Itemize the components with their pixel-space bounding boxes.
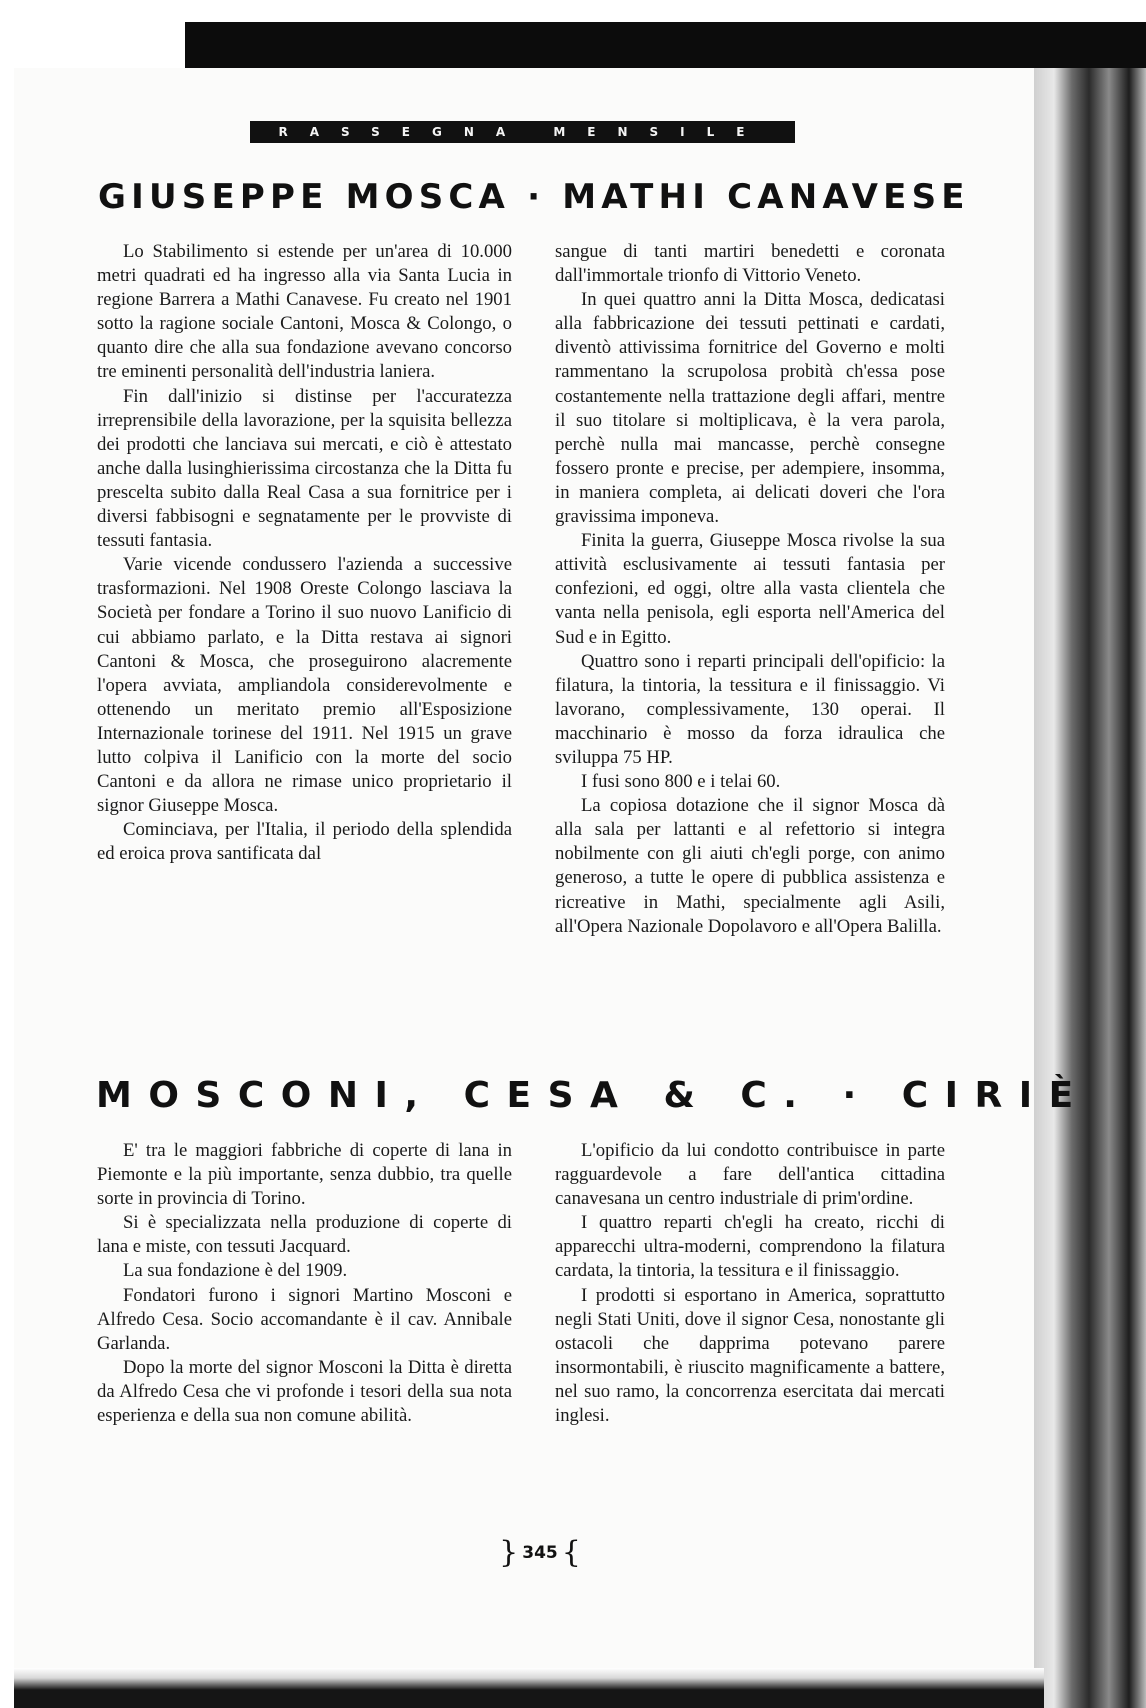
article-title-mosconi-cesa: MOSCONI, CESA & C. · CIRIÈ xyxy=(96,1075,1090,1116)
paragraph: I prodotti si esportano in America, soprattutto negli Stati Uniti, dove il signor Cesa, nonostante gli ostacoli che dapprima potevano parere insormontabili, è riuscito magnificamente a battere, nel suo ramo, la concorrenza esercitata dai mercati inglesi. xyxy=(555,1284,945,1427)
page-number xyxy=(480,1535,600,1570)
page-number-value: 345 xyxy=(522,1543,558,1563)
paragraph: I fusi sono 800 e i telai 60. xyxy=(581,771,781,793)
paragraph: sangue di tanti martiri benedetti e coronata dall'immortale trionfo di Vittorio Veneto. xyxy=(555,241,945,287)
scan-border-left xyxy=(0,22,14,1708)
running-head: RASSEGNA MENSILE xyxy=(250,121,795,143)
paragraph: Quattro sono i reparti principali dell'opificio: la filatura, la tintoria, la tessitura e il finissaggio. Vi lavorano, complessivamente, 130 operai. Il macchinario è mosso da forza idraulica che sviluppa 75 HP. xyxy=(555,650,945,768)
scan-shadow-bottom xyxy=(14,1668,1044,1708)
scan-border-top xyxy=(0,0,1146,22)
paragraph: Finita la guerra, Giuseppe Mosca rivolse la sua attività esclusivamente ai tessuti fantasia per confezioni, ed oggi, oltre alla vasta clientela che vanta nella penisola, egli esporta nell'America del Sud e in Egitto. xyxy=(555,530,945,648)
paragraph: In quei quattro anni la Ditta Mosca, dedicatasi alla fabbricazione dei tessuti pettinati e cardati, diventò attivissima fornitrice del Governo e molti rammentano la scrupolosa probità ch'essa pose costantemente nella trattazione degli affari, mentre il suo titolare si moltiplicava, è la vera parola, perchè nulla mai mancasse, perchè consegne fossero pronte e precise, per adempiere, insomma, in maniera completa, ai delicati doveri che l'ora gravissima imponeva. xyxy=(555,289,945,528)
paragraph: Si è specializzata nella produzione di coperte di lana e miste, con tessuti Jacquard. xyxy=(97,1212,512,1258)
article-mosca-column-left xyxy=(97,240,512,866)
paragraph: La copiosa dotazione che il signor Mosca dà alla sala per lattanti e al refettorio si integra nobilmente con gli aiuti ch'egli porge, con animo generoso, a tutte le opere di pubblica assistenza e ricreative in Mathi, specialmente agli Asili, all'Opera Nazionale Dopolavoro e all'Opera Balilla. xyxy=(555,795,945,937)
paragraph: Dopo la morte del signor Mosconi la Ditta è diretta da Alfredo Cesa che vi profonde i tesori della sua nota esperienza e della sua non comune abilità. xyxy=(97,1356,512,1427)
article-title-mosca: GIUSEPPE MOSCA · MATHI CANAVESE xyxy=(98,177,970,217)
article-mosconi-column-left xyxy=(97,1139,512,1428)
paragraph: Fondatori furono i signori Martino Mosconi e Alfredo Cesa. Socio accomandante è il cav. Annibale Garlanda. xyxy=(97,1284,512,1354)
article-mosca-column-right xyxy=(555,240,945,939)
right-brace-ornament: { xyxy=(561,1535,581,1570)
paragraph: E' tra le maggiori fabbriche di coperte di lana in Piemonte e la più importante, senza dubbio, tra quelle sorte in provincia di Torino. xyxy=(97,1140,512,1210)
paragraph: Varie vicende condussero l'azienda a successive trasformazioni. Nel 1908 Oreste Colongo lasciava la Società per fondare a Torino il suo nuovo Lanificio di cui abbiamo parlato, e la Ditta restava ai signori Cantoni & Mosca, che proseguirono alacremente l'opera avviata, ampliandola considerevolmente e ottenendo un meritato premio all'Esposizione Internazionale torinese del 1911. Nel 1915 un grave lutto colpiva il Lanificio con la morte del socio Cantoni e da allora ne rimase unico proprietario il signor Giuseppe Mosca. xyxy=(97,554,512,817)
paragraph: I quattro reparti ch'egli ha creato, ricchi di apparecchi ultra-moderni, comprendono la filatura cardata, la tintoria, la tessitura e il finissaggio. xyxy=(555,1212,945,1282)
left-brace-ornament: } xyxy=(499,1535,519,1570)
paragraph: La sua fondazione è del 1909. xyxy=(123,1260,348,1282)
scan-shadow-top xyxy=(185,22,1146,68)
paragraph: L'opificio da lui condotto contribuisce in parte ragguardevole a fare dell'antica cittadina canavesana un centro industriale di prim'ordine. xyxy=(555,1140,945,1210)
paragraph: Lo Stabilimento si estende per un'area di 10.000 metri quadrati ed ha ingresso alla via Santa Lucia in regione Barrera a Mathi Canavese. Fu creato nel 1901 sotto la ragione sociale Cantoni, Mosca & Colongo, o quanto dire che alla sua fondazione avevano concorso tre eminenti personalità dell'industria laniera. xyxy=(97,241,512,383)
book-spine-edge xyxy=(1034,68,1146,1708)
paragraph: Cominciava, per l'Italia, il periodo della splendida ed eroica prova santificata dal xyxy=(97,819,512,865)
paragraph: Fin dall'inizio si distinse per l'accuratezza irreprensibile della lavorazione, per la squisita bellezza dei prodotti che lanciava sui mercati, e ciò è attestato anche dalla lusinghierissima circostanza che la Ditta fu prescelta subito dalla Real Casa a sua fornitrice per i diversi fabbisogni e segnatamente per le provviste di tessuti fantasia. xyxy=(97,385,512,552)
article-mosconi-column-right xyxy=(555,1139,945,1428)
